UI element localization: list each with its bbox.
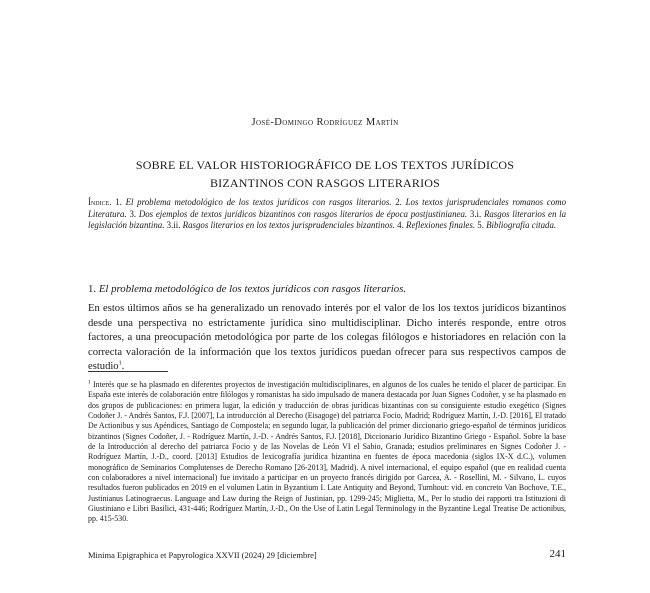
footnote-text: Interés que se ha plasmado en diferentes proyectos de investigación multidisciplinares, en algunos de los cuales he tenido el placer de participar. En España este interés de colaboración entre filólogos y romanistas ha sido impulsado de manera destacada por Juan Signes Codoñer, y se ha plasmado en dos grupos de publicaciones: en primera lugar, la edición y traducción de obras jurídicas bizantinas con su consiguiente estudio exegético (Signes Codoñer J. - Andrés Santos, F.J. [2007], La introducción al Derecho (Eisagoge) del patriarca Focio, Madrid; Rodríguez Martín, J.-D. [2016], El tratado De Actionibus y sus Apéndices, Santiago de Compostela; en segundo lugar, la publicación del primer diccionario griego-español de términos jurídicos bizantinos (Signes Codoñer, J. - Rodríguez Martín, J.-D. - Andrés Santos, F.J. [2018], Diccionario Jurídico Bizantino Griego - Español. Sobre la base de la Introducción al derecho del patriarca Focio y de las Novelas de León VI el Sabio, Granada; estudios preliminares en Signes Codoñer J. - Rodríguez Martín, J.-D., coord. [2013] Estudios de lexicografía jurídica bizantina en fuentes de época macedonia (siglos IX-X d.C.), volumen monográfico de Seminarios Complutenses de Derecho Romano [26-2013], Madrid). A nivel internacional, el equipo español (que en realidad cuenta con colaboradores a nivel internacional) fue invitado a participar en un proyecto francés dirigido por Garcea, A. - Rosellini, M. - Silvano, L. cuyos resultados fueron publicados en 2019 en el volumen Latin in Byzantium I. Late Antiquity and Beyond, Turnhout: vid. en concreto Van Bochove, T.E., Justinianus Latinograecus. Language and Law during the Reign of Justinian, pp. 1299-245; Miglietta, M., Per lo studio dei rapporti tra Istituzioni di Giustiniano e Libri Basilici, 431-446; Rodríguez Martín, J.-D., On the Use of Latin Legal Terminology in the Byzantine Legal Treatise De actionibus, pp. 415-530.	[88, 380, 566, 524]
section-heading: 1. El problema metodológico de los textos jurídicos con rasgos literarios.	[88, 283, 407, 295]
body-paragraph: En estos últimos años se ha generalizado un renovado interés por el valor de los los textos jurídicos bizantinos desde una perspectiva no estrictamente jurídica sino multidisciplinar. Dicho interés responde, entre otros factores, a una preocupación metodológica por parte de los colegas filólogos e historiadores en relación con la correcta valoración de la información que los textos jurídicos puedan ofrecer para sus respectivos campos de estudio$^1$.	[88, 303, 566, 373]
footnote	[88, 380, 566, 525]
index-item: 2. Los textos jurisprudenciales romanos como Literatura.	[88, 197, 567, 219]
index-item: 3.ii. Rasgos literarios en los textos jurisprudenciales bizantinos.	[166, 220, 395, 231]
footnote-reference[interactable]: 1	[118, 360, 122, 367]
page-number: 241	[549, 548, 566, 560]
footnote-separator	[88, 371, 168, 372]
index-item: 4. Reflexiones finales.	[397, 220, 476, 231]
author-name: José-Domingo Rodríguez Martín	[251, 117, 399, 128]
index-item: 5. Bibliografía citada.	[477, 220, 557, 231]
index-item: 1. El problema metodológico de los textos jurídicos con rasgos literarios.	[115, 197, 392, 207]
index-item: 3. Dos ejemplos de textos jurídicos bizantinos con rasgos literarios de época postjustinianea.	[129, 208, 468, 219]
article-title-line-1: SOBRE EL VALOR HISTORIOGRÁFICO DE LOS TEXTOS JURÍDICOS	[135, 158, 515, 172]
article-title-line-2: BIZANTINOS CON RASGOS LITERARIOS	[209, 176, 441, 190]
table-of-contents	[88, 197, 566, 232]
journal-footer: Minima Epigraphica et Papyrologica XXVII (2024) 29 [diciembre]	[88, 550, 317, 560]
index-item: 3.i. Rasgos literarios en la legislación bizantina.	[88, 208, 567, 231]
footnote-number: 1	[88, 379, 91, 386]
index-label: Índice.	[88, 197, 112, 207]
